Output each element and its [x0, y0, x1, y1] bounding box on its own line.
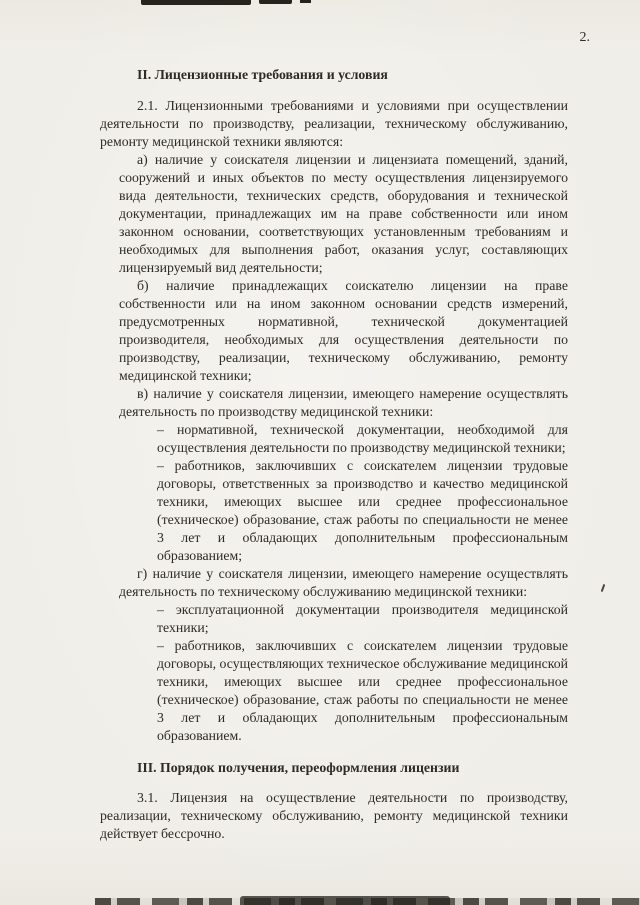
scan-artifact-top	[141, 0, 251, 5]
document-content	[100, 66, 568, 843]
list-item-v: в) наличие у соискателя лицензии, имеющего намерение осуществлять деятельность по производству медицинской техники:	[119, 386, 568, 419]
scan-artifact-top	[259, 0, 292, 4]
list-item-v-sub-1: – нормативной, технической документации, необходимой для осуществления деятельности по производству медицинской техники;	[157, 422, 568, 455]
section-iii-heading: III. Порядок получения, переоформления лицензии	[137, 760, 460, 775]
scan-artifact-bottom	[240, 896, 450, 905]
list-item-g-sub-2: – работников, заключивших с соискателем лицензии трудовые договоры, осуществляющих техническое обслуживание медицинской техники, имеющих высшее или среднее профессиональное (техническое) образование, стаж работы по специальности не менее 3 лет и обладающих дополнительным профессиональным образованием.	[157, 638, 568, 743]
list-item-a: а) наличие у соискателя лицензии и лицензиата помещений, зданий, сооружений и иных объектов по месту осуществления лицензируемого вида деятельности, технических средств, оборудования и технической документации, принадлежащих им на праве собственности или ином законном основании, соответствующих установленным требованиям и необходимых для выполнения работ, оказания услуг, составляющих лицензируемый вид деятельности;	[119, 152, 568, 275]
section-ii-heading: II. Лицензионные требования и условия	[137, 67, 388, 82]
list-item-b: б) наличие принадлежащих соискателю лицензии на праве собственности или на ином законном основании средств измерений, предусмотренных нормативной, технической документацией производителя, необходимых для осуществления деятельности по производству, реализации, техническому обслуживанию, ремонту медицинской техники;	[119, 278, 568, 383]
paragraph-2-1: 2.1. Лицензионными требованиями и условиями при осуществлении деятельности по производству, реализации, техническому обслуживанию, ремонту медицинской техники являются:	[100, 98, 568, 149]
list-item-g-sub-1: – эксплуатационной документации производителя медицинской техники;	[157, 602, 568, 635]
paragraph-3-1: 3.1. Лицензия на осуществление деятельности по производству, реализации, техническому обслуживанию, ремонту медицинской техники действует бессрочно.	[100, 790, 568, 841]
list-item-v-sub-2: – работников, заключивших с соискателем лицензии трудовые договоры, ответственных за производство и качество медицинской техники, имеющих высшее или среднее профессиональное (техническое) образование, стаж работы по специальности не менее 3 лет и обладающих дополнительным профессиональным образованием;	[157, 458, 568, 563]
scan-artifact-speck	[601, 584, 606, 592]
page-number: 2.	[579, 30, 590, 45]
scan-artifact-top	[300, 0, 311, 3]
list-item-g: г) наличие у соискателя лицензии, имеющего намерение осуществлять деятельность по техническому обслуживанию медицинской техники:	[119, 566, 568, 599]
